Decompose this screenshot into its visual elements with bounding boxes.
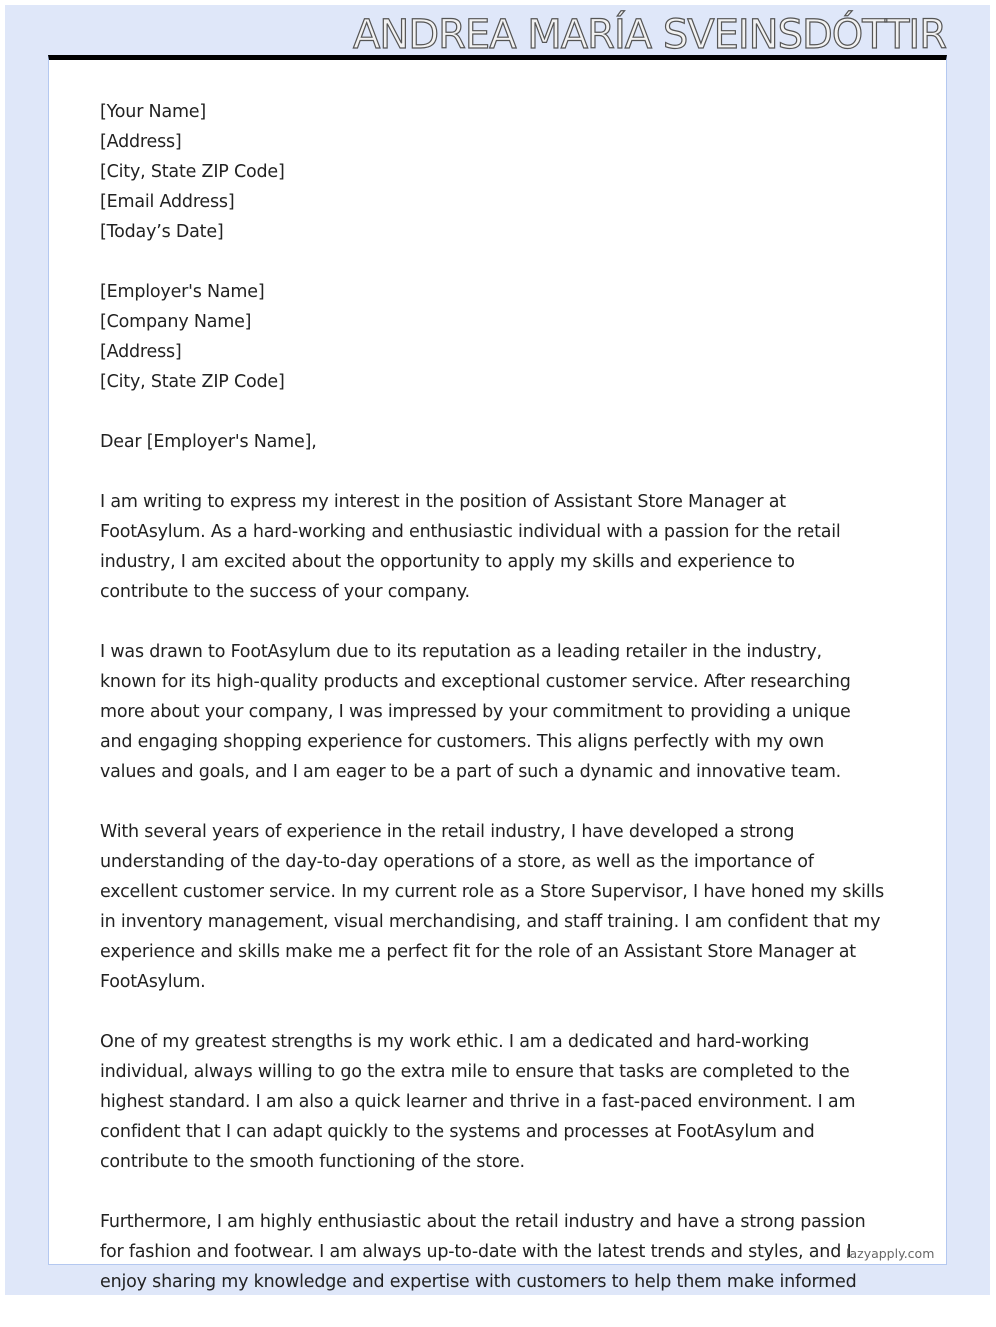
paragraph-line: Furthermore, I am highly enthusiastic about the retail industry and have a strong passion (100, 1212, 866, 1232)
paragraph-line: values and goals, and I am eager to be a part of such a dynamic and innovative team. (100, 762, 842, 782)
sender-line: [City, State ZIP Code] (100, 162, 285, 182)
paragraph-line: experience and skills make me a perfect fit for the role of an Assistant Store Manager at (100, 942, 856, 962)
recipient-line: [Employer's Name] (100, 282, 265, 302)
paragraph-line: FootAsylum. As a hard-working and enthusiastic individual with a passion for the retail (100, 522, 841, 542)
watermark: lazyapply.com (846, 1246, 935, 1261)
paragraph-line: in inventory management, visual merchandising, and staff training. I am confident that my (100, 912, 881, 932)
paragraph-line: known for its high-quality products and exceptional customer service. After researching (100, 672, 851, 692)
paragraph-line: and engaging shopping experience for customers. This aligns perfectly with my own (100, 732, 824, 752)
paragraph-line: excellent customer service. In my current role as a Store Supervisor, I have honed my skills (100, 882, 885, 902)
paragraph-line: I am writing to express my interest in the position of Assistant Store Manager at (100, 492, 786, 512)
paragraph-line: understanding of the day-to-day operations of a store, as well as the importance of (100, 852, 814, 872)
paragraph-line: more about your company, I was impressed by your commitment to providing a unique (100, 702, 851, 722)
recipient-line: [City, State ZIP Code] (100, 372, 285, 392)
paragraph-line: With several years of experience in the retail industry, I have developed a strong (100, 822, 795, 842)
recipient-line: [Address] (100, 342, 182, 362)
letter-body (100, 97, 884, 1327)
paragraph-line: FootAsylum. (100, 972, 206, 992)
paragraph-line: confident that I can adapt quickly to the systems and processes at FootAsylum and (100, 1122, 815, 1142)
applicant-name-header: ANDREA MARÍA SVEINSDÓTTIR (353, 12, 946, 58)
paragraph-line: enjoy sharing my knowledge and expertise with customers to help them make informed (100, 1272, 857, 1292)
paragraph-line: contribute to the smooth functioning of the store. (100, 1152, 525, 1172)
sender-line: [Email Address] (100, 192, 235, 212)
recipient-line: [Company Name] (100, 312, 252, 332)
paragraph-line: contribute to the success of your company. (100, 582, 470, 602)
salutation: Dear [Employer's Name], (100, 432, 317, 452)
sender-line: [Address] (100, 132, 182, 152)
paragraph-line: industry, I am excited about the opportunity to apply my skills and experience to (100, 552, 795, 572)
paragraph-line: individual, always willing to go the extra mile to ensure that tasks are completed to the (100, 1062, 850, 1082)
paragraph-line: for fashion and footwear. I am always up-to-date with the latest trends and styles, and I (100, 1242, 852, 1262)
paragraph-line: One of my greatest strengths is my work ethic. I am a dedicated and hard-working (100, 1032, 810, 1052)
paragraph-line: I was drawn to FootAsylum due to its reputation as a leading retailer in the industry, (100, 642, 822, 662)
paragraph-line: highest standard. I am also a quick learner and thrive in a fast-paced environment. I am (100, 1092, 856, 1112)
sender-line: [Today’s Date] (100, 222, 224, 242)
sender-line: [Your Name] (100, 102, 207, 122)
